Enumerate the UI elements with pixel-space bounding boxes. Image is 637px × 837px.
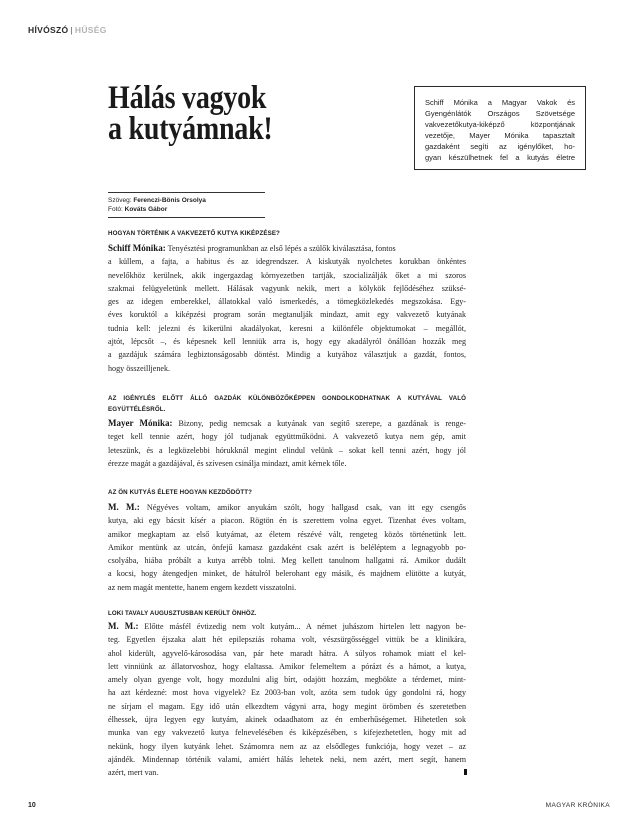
answer-line bbox=[108, 242, 466, 255]
question-line: AZ IGÉNYLÉS ELŐTT ÁLLÓ GAZDÁK KÜLÖNBÖZŐKÉPPEN GONDOLKODHATNAK A KUTYÁVAL VALÓ bbox=[108, 394, 466, 402]
answer-text: Bizony, pedig nemcsak a kutyának van segítő szerepe, a gazdának is renge- bbox=[178, 419, 466, 428]
answer-line: szakmai felügyeletünk mellett. Hálásak vagyunk nekik, mert a kölykök fejlődéséhez szüksé- bbox=[108, 283, 466, 293]
answer-line: amikor megkaptam az első kutyámat, az életem részévé vált, rengeteg közös történetünk lett. bbox=[108, 529, 466, 539]
answer-line: nekünk, hogy ilyen kutyánk lehet. Számomra nem az az elsődleges funkciója, hogy vezet – az bbox=[108, 741, 466, 751]
interview-answer bbox=[108, 620, 466, 780]
answer-line: a gazdájuk számára legbiztonságosabb döntést. Mindig a kutyához választjuk a gazdát, fontos, bbox=[108, 350, 466, 360]
photo-credit-label: Fotó: bbox=[108, 206, 123, 213]
speaker-name: Schiff Mónika: bbox=[108, 243, 166, 253]
lead-line: gyan készülhetnek fel a kutyás életre bbox=[425, 153, 575, 162]
speaker-name: Mayer Mónika: bbox=[108, 418, 173, 428]
title-line: Hálás vagyok bbox=[108, 80, 267, 116]
answer-line: leteszünk, és a legközelebbi hórukknál megint elindul velünk – sokat kell tenni azért, hogy jól bbox=[108, 445, 466, 455]
lead-line: Gyengénlátók Országos Szövetsége bbox=[425, 109, 575, 118]
answer-line: Amikor mentünk az utcán, önfejű kamasz gazdaként csak azért is beléléptem a legnagyobb po- bbox=[108, 542, 466, 552]
question-line: HOGYAN TÖRTÉNIK A VAKVEZETŐ KUTYA KIKÉPZÉSE? bbox=[108, 229, 280, 237]
text-credit-label: Szöveg: bbox=[108, 197, 132, 204]
photo-credit-author: Kováts Gábor bbox=[124, 206, 168, 213]
answer-line bbox=[108, 417, 466, 430]
interview-answer bbox=[108, 242, 466, 375]
question-line: EGYÜTTÉLÉSRŐL. bbox=[108, 405, 166, 413]
answer-line: kutya, aki egy bácsit kísér a piacon. Rögtön én is szerettem volna egyet. Tizenhat éves voltam, bbox=[108, 516, 466, 526]
answer-line: ajtót, lépcsőt –, és képesnek kell lenniük arra is, hogy egy akadályról önállóan hozzák meg bbox=[108, 337, 466, 347]
question-line: AZ ÖN KUTYÁS ÉLETE HOGYAN KEZDŐDÖTT? bbox=[108, 488, 252, 496]
answer-line: a küllem, a fajta, a habitus és az idegrendszer. A kiskutyák nyolchetes korukban önkéntes bbox=[108, 257, 466, 267]
interview-question bbox=[108, 393, 466, 415]
publication-name: MAGYAR KRÓNIKA bbox=[545, 802, 610, 809]
answer-line: az nem magát mentette, hanem engem kezdett visszatolni. bbox=[108, 582, 297, 592]
interview-question bbox=[108, 608, 466, 619]
section-separator: | bbox=[70, 25, 73, 35]
lead-line: vezetője, Mayer Mónika tapasztalt bbox=[425, 131, 575, 140]
lead-line: gazdaként segíti az igénylőket, ho- bbox=[425, 142, 575, 151]
interview-answer bbox=[108, 501, 466, 594]
speaker-name: M. M.: bbox=[108, 621, 139, 631]
article-end-mark bbox=[464, 769, 467, 775]
answer-line: lett vinniünk az állatorvoshoz, hogy elaltassa. Amikor felemeltem a pórázt és a hámot, a kutya, bbox=[108, 661, 466, 671]
interview-question bbox=[108, 487, 466, 498]
answer-line: azért, mert van. bbox=[108, 768, 159, 778]
article-credits bbox=[108, 192, 265, 218]
answer-text: Tenyésztési programunkban az első lépés a szülők kiválasztása, fontos bbox=[167, 244, 396, 253]
answer-line bbox=[108, 501, 466, 514]
answer-line: a kocsi, hogy átengedjen minket, de hátulról belerohant egy másik, és majdnem elütötte a kutyát, bbox=[108, 569, 466, 579]
answer-line: ahol kiderült, agyvelő-károsodása van, pár hete maradt hátra. A súlyos rohamok miatt el kel- bbox=[108, 648, 466, 658]
answer-line: éves koruktól a kiképzési program során megtanulják mindazt, amit egy vakvezető kutyának bbox=[108, 310, 466, 320]
answer-line bbox=[108, 620, 466, 633]
answer-line: érezze magát a gazdájával, és szívesen csinálja mindazt, amit kérnek tőle. bbox=[108, 458, 347, 468]
answer-line: hogy összeilljenek. bbox=[108, 363, 171, 373]
interview-question bbox=[108, 228, 466, 239]
title-line: a kutyámnak! bbox=[108, 111, 273, 147]
text-credit bbox=[108, 196, 265, 205]
answer-line: ha azt kérdezné: most hova vigyelek? Ez 2003-ban volt, azóta sem tudok úgy gondolni rá, hogy bbox=[108, 688, 466, 698]
answer-line: teg. Egyetlen éjszaka alatt hét epilepsziás rohama volt, vészsürgősséggel vittük be a klinikára, bbox=[108, 635, 466, 645]
answer-line: munka van egy vakvezető kutya felnevelésében és kiképzésében, s kifejezhetetlen, hogy mit ad bbox=[108, 728, 466, 738]
answer-text: Előtte másfél évtizedig nem volt kutyám... A német juhászom hirtelen lett nagyon be- bbox=[144, 622, 466, 631]
lead-box bbox=[414, 86, 586, 170]
section-header bbox=[28, 24, 107, 36]
answer-line: élhessek, újra legyen egy kutyám, akinek odaadhatom az én emberhűségemet. Hihetetlen sok bbox=[108, 715, 466, 725]
topic-label: HŰSÉG bbox=[74, 25, 107, 35]
lead-line: Schiff Mónika a Magyar Vakok és bbox=[425, 98, 575, 107]
section-label: HÍVÓSZÓ bbox=[28, 25, 69, 35]
answer-line: ajándék. Mindennap történik valami, amiért hálás lehetek neki, nem azért, mert segít, hanem bbox=[108, 754, 466, 764]
interview-answer bbox=[108, 417, 466, 470]
answer-line: ne sírjam el magam. Egy idő után elkezdtem vágyni arra, hogy megint örömben és szeretetben bbox=[108, 701, 466, 711]
answer-line: tudnia kell: jelezni és kikerülni akadályokat, keresni a különféle objektumokat – megállót, bbox=[108, 323, 466, 333]
answer-text: Négyéves voltam, amikor anyukám szólt, hogy hallgasd csak, van itt egy csengős bbox=[146, 503, 466, 512]
answer-line: ges az idegen emberekkel, állatokkal való ismerkedés, a tömegközlekedés megszokása. Egy- bbox=[108, 297, 466, 307]
answer-line: csolyába, hiába próbált a kutya arrébb tolni. Meg kellett tanulnom hallgatni rá. Amikor dudált bbox=[108, 556, 466, 566]
answer-line: amely olyan gyenge volt, hogy mozdulni alig bírt, odajött hozzám, megbökte a térdemet, mint- bbox=[108, 675, 466, 685]
article-title bbox=[108, 80, 273, 147]
page-number: 10 bbox=[28, 802, 36, 809]
photo-credit bbox=[108, 205, 265, 214]
question-line: LOKI TAVALY AUGUSZTUSBAN KERÜLT ÖNHÖZ. bbox=[108, 609, 257, 617]
answer-line: nevelőkhöz kerülnek, akik ingergazdag környezetben tartják, szocializálják őket a mi szoros bbox=[108, 270, 466, 280]
speaker-name: M. M.: bbox=[108, 502, 140, 512]
lead-line: vakvezetőkutya-kiképző központjának bbox=[425, 120, 575, 129]
text-credit-author: Ferenczi-Bönis Orsolya bbox=[133, 197, 206, 204]
answer-line: teget kell tennie azért, hogy jól tudjanak együttműködni. A vakvezető kutya nem gép, amit bbox=[108, 432, 466, 442]
